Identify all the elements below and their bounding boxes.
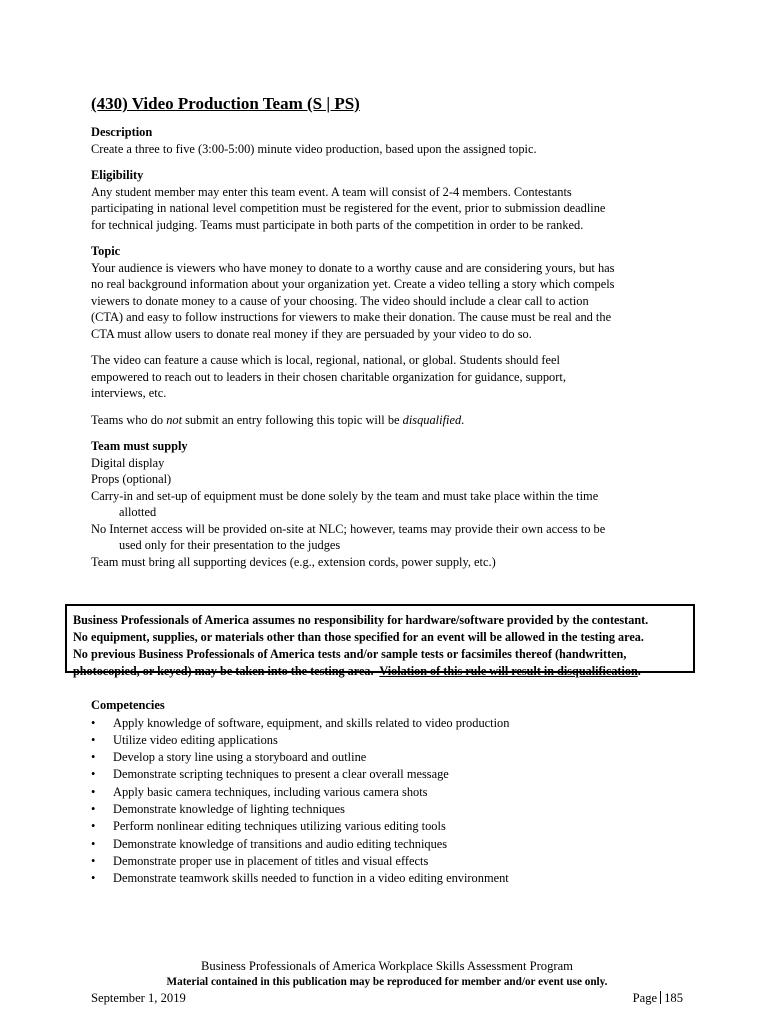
competency-item bbox=[91, 836, 691, 853]
description-heading: Description bbox=[91, 125, 153, 139]
footer-date: September 1, 2019 bbox=[91, 991, 186, 1005]
description-text: Create a three to five (3:00-5:00) minute video production, based upon the assigned topic. bbox=[91, 141, 537, 156]
eligibility-section bbox=[91, 167, 691, 233]
topic-section bbox=[91, 243, 691, 428]
competency-text: Demonstrate teamwork skills needed to function in a video editing environment bbox=[113, 871, 509, 886]
supply-section bbox=[91, 438, 691, 570]
topic-warning-end: . bbox=[461, 412, 465, 427]
topic-warning-mid: submit an entry following this topic will be bbox=[182, 412, 403, 427]
competency-text: Utilize video editing applications bbox=[113, 732, 278, 747]
topic-line: no real background information about your organization yet. Create a video telling a story which compels bbox=[91, 277, 615, 291]
disclaimer-text: photocopied, or keyed) may be taken into the testing area. bbox=[73, 664, 380, 678]
disclaimer-line: Business Professionals of America assumes no responsibility for hardware/software provided by the contestant. bbox=[73, 613, 649, 627]
topic-line: (CTA) and easy to follow instructions for viewers to make their donation. The cause must be real and the bbox=[91, 310, 612, 324]
page-label: Page bbox=[632, 991, 658, 1005]
footer-program: Business Professionals of America Workplace Skills Assessment Program bbox=[201, 959, 573, 973]
eligibility-heading: Eligibility bbox=[91, 168, 144, 182]
competency-text: Demonstrate scripting techniques to present a clear overall message bbox=[113, 767, 449, 782]
bullet-icon: • bbox=[91, 871, 96, 886]
bullet-icon: • bbox=[91, 767, 96, 782]
topic-warning-pre: Teams who do bbox=[91, 412, 167, 427]
supply-item-continued: used only for their presentation to the judges bbox=[119, 538, 341, 552]
page-number-block bbox=[633, 990, 683, 1007]
page-footer bbox=[91, 958, 683, 1007]
competency-item bbox=[91, 784, 691, 801]
eligibility-line: for technical judging. Teams must participate in both parts of the competition in order to be ranked. bbox=[91, 217, 584, 232]
supply-item: Digital display bbox=[91, 455, 165, 470]
disqualification-warning: Violation of this rule will result in disqualification bbox=[379, 664, 638, 678]
disclaimer-box bbox=[65, 604, 695, 678]
supply-item: Team must bring all supporting devices (e.g., extension cords, power supply, etc.) bbox=[91, 554, 496, 569]
competency-item bbox=[91, 801, 691, 818]
topic-paragraph-3 bbox=[91, 412, 691, 429]
competency-item bbox=[91, 818, 691, 835]
bullet-icon: • bbox=[91, 750, 96, 765]
supply-item: Carry-in and set-up of equipment must be done solely by the team and must take place within the time bbox=[91, 488, 599, 503]
disclaimer-end: . bbox=[637, 664, 641, 678]
topic-line: interviews, etc. bbox=[91, 386, 167, 400]
supply-item-continued: allotted bbox=[119, 505, 157, 519]
topic-warning-not: not bbox=[166, 412, 183, 427]
bullet-icon: • bbox=[91, 853, 96, 868]
disclaimer-line bbox=[73, 663, 687, 680]
competencies-section bbox=[91, 697, 691, 887]
bullet-icon: • bbox=[91, 801, 96, 816]
competency-text: Apply knowledge of software, equipment, and skills related to video production bbox=[113, 715, 510, 730]
bullet-icon: • bbox=[91, 784, 96, 799]
competency-text: Demonstrate knowledge of transitions and audio editing techniques bbox=[113, 836, 448, 851]
competency-item bbox=[91, 732, 691, 749]
competency-text: Demonstrate proper use in placement of titles and visual effects bbox=[113, 853, 429, 868]
eligibility-line: participating in national level competition must be registered for the event, prior to submission deadline bbox=[91, 201, 606, 215]
competencies-list bbox=[91, 715, 691, 888]
page-title: (430) Video Production Team (S | PS) bbox=[91, 94, 360, 113]
description-section bbox=[91, 124, 691, 157]
topic-heading: Topic bbox=[91, 244, 121, 258]
supply-item: No Internet access will be provided on-site at NLC; however, teams may provide their own access to be bbox=[91, 521, 606, 536]
bullet-icon: • bbox=[91, 715, 96, 730]
competencies-heading: Competencies bbox=[91, 698, 165, 712]
page-divider bbox=[660, 991, 661, 1004]
topic-line: The video can feature a cause which is local, regional, national, or global. Students should feel bbox=[91, 353, 560, 367]
competency-text: Develop a story line using a storyboard and outline bbox=[113, 750, 367, 765]
eligibility-line: Any student member may enter this team event. A team will consist of 2-4 members. Contestants bbox=[91, 184, 572, 199]
bullet-icon: • bbox=[91, 836, 96, 851]
competency-item bbox=[91, 749, 691, 766]
disclaimer-line: No previous Business Professionals of America tests and/or sample tests or facsimiles thereof (handwritten, bbox=[73, 647, 627, 661]
topic-line: CTA must allow users to donate real money if they are persuaded by your video to do so. bbox=[91, 326, 532, 341]
topic-warning-disqualified: disqualified bbox=[402, 412, 462, 427]
competency-text: Demonstrate knowledge of lighting techniques bbox=[113, 801, 345, 816]
supply-heading: Team must supply bbox=[91, 439, 188, 453]
competency-text: Perform nonlinear editing techniques utilizing various editing tools bbox=[113, 819, 446, 834]
bullet-icon: • bbox=[91, 819, 96, 834]
competency-item bbox=[91, 853, 691, 870]
topic-line: empowered to reach out to leaders in their chosen charitable organization for guidance, support, bbox=[91, 369, 566, 384]
topic-line: Your audience is viewers who have money to donate to a worthy cause and are considering yours, but has bbox=[91, 260, 615, 275]
competency-item bbox=[91, 715, 691, 732]
supply-item: Props (optional) bbox=[91, 472, 172, 486]
competency-item bbox=[91, 870, 691, 887]
topic-paragraph-2 bbox=[91, 352, 691, 402]
bullet-icon: • bbox=[91, 732, 96, 747]
competency-item bbox=[91, 766, 691, 783]
footer-material-notice: Material contained in this publication may be reproduced for member and/or event use only. bbox=[166, 976, 608, 988]
topic-paragraph-1 bbox=[91, 260, 691, 343]
competency-text: Apply basic camera techniques, including various camera shots bbox=[113, 784, 428, 799]
page-number: 185 bbox=[664, 991, 683, 1005]
document-body bbox=[91, 94, 691, 580]
topic-line: viewers to donate money to a cause of your choosing. The video should include a clear call to action bbox=[91, 293, 589, 308]
disclaimer-line: No equipment, supplies, or materials other than those specified for an event will be allowed in the testing area. bbox=[73, 630, 644, 644]
